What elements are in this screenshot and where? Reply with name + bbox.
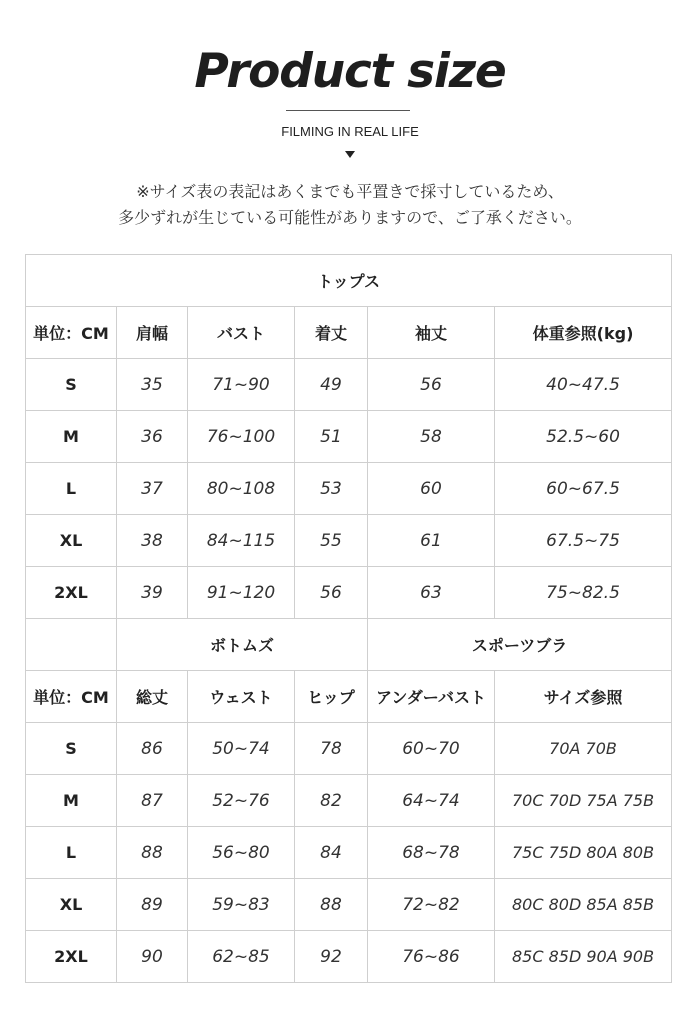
table-cell: 89 [117,879,188,931]
table-cell: 40~47.5 [495,359,672,411]
bottoms-header-waist: ウェスト [188,671,295,723]
table-cell: 71~90 [188,359,295,411]
table-cell: 75C 75D 80A 80B [495,827,672,879]
size-label: S [26,359,117,411]
size-label: XL [26,515,117,567]
table-cell: 82 [295,775,368,827]
table-row [26,515,672,567]
empty-cell [26,619,117,671]
table-cell: 39 [117,567,188,619]
table-cell: 56 [295,567,368,619]
table-cell: 84 [295,827,368,879]
bottoms-header-row [26,671,672,723]
table-row [26,463,672,515]
size-label: S [26,723,117,775]
table-cell: 86 [117,723,188,775]
size-label: 2XL [26,931,117,983]
size-table [25,254,672,983]
table-cell: 92 [295,931,368,983]
size-label: L [26,827,117,879]
tops-header-unit: 単位：CM [26,307,117,359]
bra-header-underbust: アンダーバスト [368,671,495,723]
table-cell: 90 [117,931,188,983]
bra-header-size-ref: サイズ参照 [495,671,672,723]
table-cell: 56 [368,359,495,411]
table-cell: 61 [368,515,495,567]
table-cell: 59~83 [188,879,295,931]
page-title: Product size [194,44,506,99]
table-cell: 85C 85D 90A 90B [495,931,672,983]
measurement-note-line-1: ※サイズ表の表記はあくまでも平置きで採寸しているため、 [136,182,564,201]
table-row [26,827,672,879]
table-cell: 52.5~60 [495,411,672,463]
tops-header-shoulder: 肩幅 [117,307,188,359]
table-cell: 60~70 [368,723,495,775]
table-row [26,723,672,775]
table-cell: 56~80 [188,827,295,879]
table-cell: 70C 70D 75A 75B [495,775,672,827]
table-cell: 68~78 [368,827,495,879]
table-cell: 76~86 [368,931,495,983]
tops-header-sleeve: 袖丈 [368,307,495,359]
tops-header-row [26,307,672,359]
table-cell: 38 [117,515,188,567]
table-cell: 88 [295,879,368,931]
table-cell: 60~67.5 [495,463,672,515]
table-cell: 84~115 [188,515,295,567]
table-cell: 63 [368,567,495,619]
table-cell: 70A 70B [495,723,672,775]
table-row [26,359,672,411]
table-cell: 80~108 [188,463,295,515]
bra-section-title: スポーツブラ [368,619,672,671]
table-cell: 76~100 [188,411,295,463]
table-row [26,411,672,463]
table-cell: 75~82.5 [495,567,672,619]
size-label: L [26,463,117,515]
page-subtitle: FILMING IN REAL LIFE [281,124,419,139]
table-cell: 78 [295,723,368,775]
table-cell: 53 [295,463,368,515]
table-row [26,567,672,619]
tops-section-row [26,255,672,307]
table-row [26,879,672,931]
table-cell: 37 [117,463,188,515]
table-row [26,931,672,983]
size-label: 2XL [26,567,117,619]
bottoms-header-unit: 単位：CM [26,671,117,723]
table-cell: 35 [117,359,188,411]
table-cell: 36 [117,411,188,463]
table-row [26,775,672,827]
title-divider [286,110,410,111]
table-cell: 51 [295,411,368,463]
table-cell: 72~82 [368,879,495,931]
tops-header-weight: 体重参照(kg) [495,307,672,359]
bottoms-section-title: ボトムズ [117,619,368,671]
tops-header-length: 着丈 [295,307,368,359]
down-triangle-icon [345,151,355,158]
tops-header-bust: バスト [188,307,295,359]
table-cell: 91~120 [188,567,295,619]
bottoms-bra-section-row [26,619,672,671]
measurement-note-line-2: 多少ずれが生じている可能性がありますので、ご了承ください。 [118,208,582,227]
bottoms-header-length: 総丈 [117,671,188,723]
table-cell: 88 [117,827,188,879]
size-label: M [26,411,117,463]
size-label: XL [26,879,117,931]
bottoms-header-hip: ヒップ [295,671,368,723]
table-cell: 62~85 [188,931,295,983]
table-cell: 87 [117,775,188,827]
table-cell: 67.5~75 [495,515,672,567]
table-cell: 50~74 [188,723,295,775]
table-cell: 58 [368,411,495,463]
size-label: M [26,775,117,827]
table-cell: 60 [368,463,495,515]
table-cell: 80C 80D 85A 85B [495,879,672,931]
tops-section-title: トップス [26,255,672,307]
table-cell: 55 [295,515,368,567]
table-cell: 52~76 [188,775,295,827]
table-cell: 49 [295,359,368,411]
table-cell: 64~74 [368,775,495,827]
